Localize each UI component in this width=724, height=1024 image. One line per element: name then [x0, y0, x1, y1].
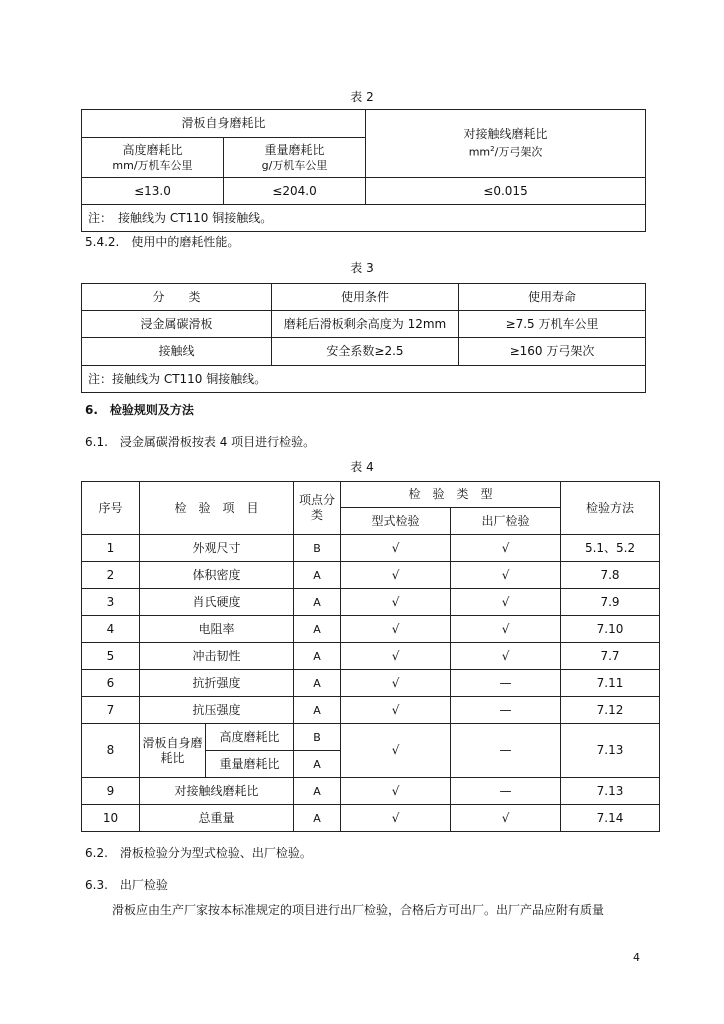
table4-header-item: 检 验 项 目 [140, 482, 294, 535]
row-factory-test-cell: √ [451, 616, 561, 643]
table2-caption: 表 2 [350, 90, 374, 104]
row-item-cell: 抗折强度 [140, 670, 294, 697]
row-method-cell: 7.11 [561, 670, 660, 697]
table4-row8-method: 7.13 [561, 724, 660, 778]
row-item-cell: 外观尺寸 [140, 535, 294, 562]
table-row [82, 670, 660, 697]
table-cell: 接触线 [82, 338, 272, 366]
section-6-3-paragraph: 滑板应由生产厂家按本标准规定的项目进行出厂检验，合格后方可出厂。出厂产品应附有质量 [112, 903, 605, 917]
section-6-1: 6.1. 浸金属碳滑板按表 4 项目进行检验。 [85, 435, 316, 449]
row-factory-test-cell: — [451, 670, 561, 697]
row-item-cell: 抗压强度 [140, 697, 294, 724]
table3-header-category: 分 类 [82, 284, 272, 311]
table-row [82, 805, 660, 832]
row-method-cell: 5.1、5.2 [561, 535, 660, 562]
row-no-cell: 2 [82, 562, 140, 589]
table4-header-type-test: 型式检验 [341, 508, 451, 535]
section-6-3-heading: 6.3. 出厂检验 [85, 878, 168, 892]
table4-row8-sub1: 高度磨耗比 [206, 724, 294, 751]
row-no-cell: 1 [82, 535, 140, 562]
table2-value-height: ≤13.0 [82, 178, 224, 205]
table4-caption: 表 4 [350, 460, 374, 474]
table4-row8-group: 滑板自身磨耗比 [140, 724, 206, 778]
row-class-cell: A [294, 778, 341, 805]
row-method-cell: 7.8 [561, 562, 660, 589]
table4-header-class: 项点分类 [294, 482, 341, 535]
table2-header-self-wear: 滑板自身磨耗比 [82, 110, 366, 138]
row-item-cell: 电阻率 [140, 616, 294, 643]
row-factory-test-cell: √ [451, 589, 561, 616]
row-method-cell: 7.12 [561, 697, 660, 724]
table4-header-factory-test: 出厂检验 [451, 508, 561, 535]
table-cell: 浸金属碳滑板 [82, 311, 272, 338]
row-factory-test-cell: √ [451, 562, 561, 589]
row-no-cell: 4 [82, 616, 140, 643]
row-factory-test-cell: √ [451, 805, 561, 832]
table4-row8-sub2: 重量磨耗比 [206, 751, 294, 778]
table4 [81, 481, 660, 832]
table-row [82, 616, 660, 643]
row-type-test-cell: √ [341, 562, 451, 589]
row-type-test-cell: √ [341, 805, 451, 832]
row-item-cell: 体积密度 [140, 562, 294, 589]
row-type-test-cell: √ [341, 616, 451, 643]
table4-row8-type: √ [341, 724, 451, 778]
row-class-cell: A [294, 670, 341, 697]
table3-caption: 表 3 [350, 261, 374, 275]
table2 [81, 109, 646, 232]
table-row [82, 643, 660, 670]
row-no-cell: 5 [82, 643, 140, 670]
row-class-cell: B [294, 535, 341, 562]
row-type-test-cell: √ [341, 535, 451, 562]
table2-note: 注： 接触线为 CT110 铜接触线。 [82, 205, 646, 232]
row-type-test-cell: √ [341, 697, 451, 724]
table-cell: ≥7.5 万机车公里 [459, 311, 646, 338]
table2-header-height: 高度磨耗比 mm/万机车公里 [82, 138, 224, 178]
row-method-cell: 7.9 [561, 589, 660, 616]
table2-value-weight: ≤204.0 [224, 178, 366, 205]
row-item-cell: 肖氏硬度 [140, 589, 294, 616]
row-class-cell: A [294, 643, 341, 670]
table2-header-wire-wear: 对接触线磨耗比 $mm^2/$万弓架次 [366, 110, 646, 178]
row-class-cell: A [294, 805, 341, 832]
row-method-cell: 7.10 [561, 616, 660, 643]
row-item-cell: 总重量 [140, 805, 294, 832]
table3-header-life: 使用寿命 [459, 284, 646, 311]
row-no-cell: 6 [82, 670, 140, 697]
table-row [82, 562, 660, 589]
table3 [81, 283, 646, 393]
table4-header-test-type: 检 验 类 型 [341, 482, 561, 508]
table3-header-condition: 使用条件 [272, 284, 459, 311]
row-no-cell: 9 [82, 778, 140, 805]
row-item-cell: 对接触线磨耗比 [140, 778, 294, 805]
row-method-cell: 7.7 [561, 643, 660, 670]
table4-row8-class1: B [294, 724, 341, 751]
row-class-cell: A [294, 562, 341, 589]
row-no-cell: 7 [82, 697, 140, 724]
row-method-cell: 7.13 [561, 778, 660, 805]
row-factory-test-cell: √ [451, 643, 561, 670]
section-6-2: 6.2. 滑板检验分为型式检验、出厂检验。 [85, 846, 312, 860]
row-factory-test-cell: — [451, 778, 561, 805]
row-type-test-cell: √ [341, 643, 451, 670]
row-type-test-cell: √ [341, 778, 451, 805]
row-item-cell: 冲击韧性 [140, 643, 294, 670]
row-type-test-cell: √ [341, 670, 451, 697]
row-method-cell: 7.14 [561, 805, 660, 832]
table-row [82, 589, 660, 616]
row-type-test-cell: √ [341, 589, 451, 616]
table4-row8-factory: — [451, 724, 561, 778]
section-6-heading: 6. 检验规则及方法 [85, 403, 194, 417]
table2-header-weight: 重量磨耗比 g/万机车公里 [224, 138, 366, 178]
table4-row8-no: 8 [82, 724, 140, 778]
row-factory-test-cell: — [451, 697, 561, 724]
table4-header-no: 序号 [82, 482, 140, 535]
row-class-cell: A [294, 697, 341, 724]
section-5-4-2: 5.4.2. 使用中的磨耗性能。 [85, 235, 240, 249]
table-row [82, 778, 660, 805]
row-factory-test-cell: √ [451, 535, 561, 562]
row-no-cell: 10 [82, 805, 140, 832]
table3-note: 注：接触线为 CT110 铜接触线。 [82, 366, 646, 393]
table4-row8-class2: A [294, 751, 341, 778]
table4-header-method: 检验方法 [561, 482, 660, 535]
row-class-cell: A [294, 589, 341, 616]
page-number: 4 [633, 951, 640, 964]
table-cell: ≥160 万弓架次 [459, 338, 646, 366]
row-class-cell: A [294, 616, 341, 643]
table-cell: 磨耗后滑板剩余高度为 12mm [272, 311, 459, 338]
table-row [82, 697, 660, 724]
row-no-cell: 3 [82, 589, 140, 616]
table2-value-wire: ≤0.015 [366, 178, 646, 205]
table-row [82, 535, 660, 562]
table-cell: 安全系数≥2.5 [272, 338, 459, 366]
